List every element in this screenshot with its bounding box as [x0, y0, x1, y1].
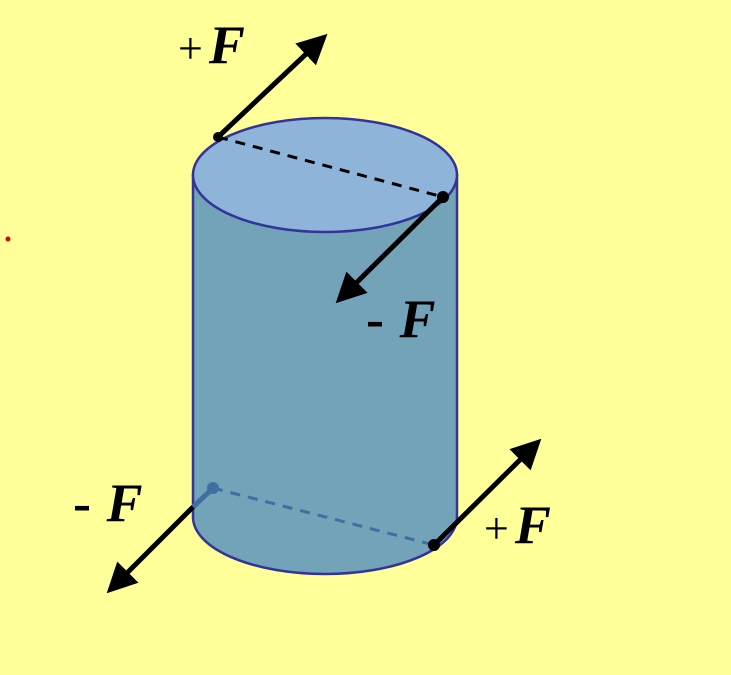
label-bottom-right: [484, 495, 551, 555]
label-top-right-sign: -: [366, 289, 398, 349]
label-top-right: [366, 289, 436, 349]
cylinder-top-face: [193, 118, 457, 232]
label-bottom-right-sign: +: [484, 504, 509, 553]
label-top-left-sign: +: [178, 24, 203, 73]
cylinder-body: [193, 175, 457, 574]
bottom-right-point: [428, 539, 440, 551]
label-bottom-right-letter: F: [514, 495, 551, 555]
top-left-point: [213, 132, 223, 142]
label-top-left-letter: F: [208, 15, 245, 75]
label-top-right-letter: F: [399, 289, 436, 349]
label-bottom-left: [73, 473, 143, 533]
bottom-left-point: [207, 482, 219, 494]
label-bottom-left-sign: -: [73, 473, 105, 533]
label-bottom-left-letter: F: [106, 473, 143, 533]
label-top-left: [178, 15, 245, 75]
red-dot-marker: [6, 237, 11, 242]
top-right-point: [437, 191, 449, 203]
